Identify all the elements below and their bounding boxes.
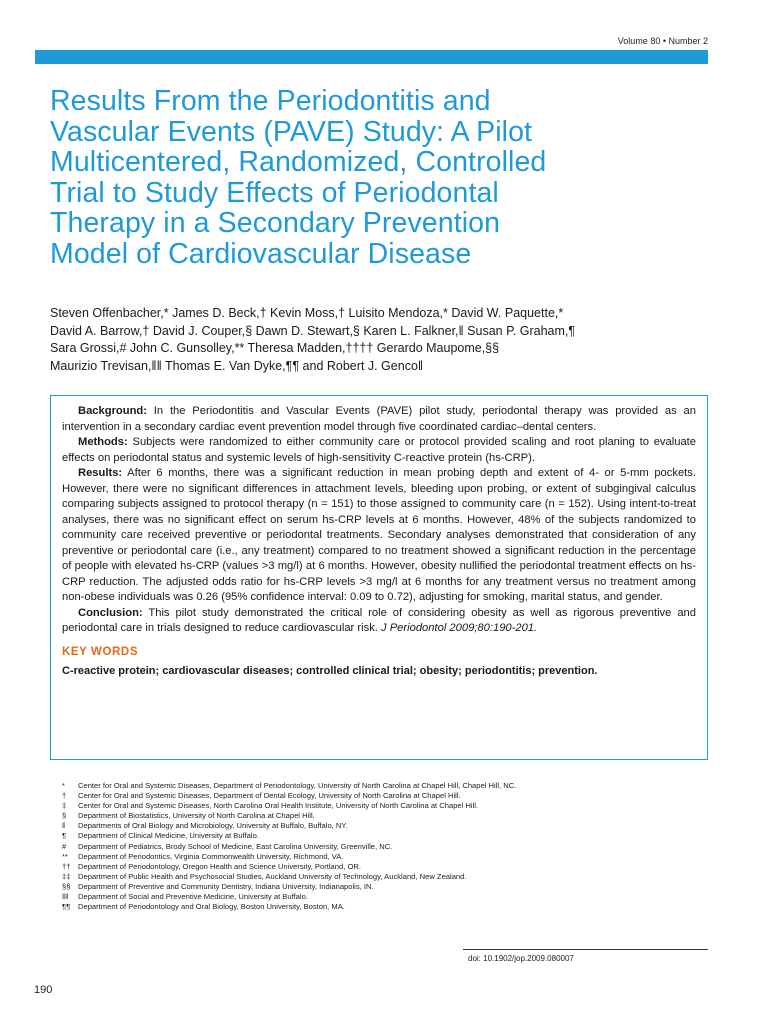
header-bar — [35, 50, 708, 64]
keywords-text: C-reactive protein; cardiovascular diseases; controlled clinical trial; obesity; periodontitis; prevention. — [62, 664, 598, 677]
author-line: Steven Offenbacher,* James D. Beck,† Kevin Moss,† Luisito Mendoza,* David W. Paquette,* — [50, 306, 564, 320]
title-line: Results From the Periodontitis and — [50, 85, 491, 117]
title-line: Multicentered, Randomized, Controlled — [50, 146, 547, 178]
abstract-methods — [62, 435, 696, 466]
results-text: After 6 months, there was a significant reduction in mean probing depth and extent of 4- or 5-mm pockets. However, there were no significant differences in attachment levels, bleeding upon probing, or extent of subgingival calculus comparing subjects assigned to protocol therapy (n = 151) to those assigned to community care (n = 152). Using intent-to-treat analyses, there was no significant effect on serum hs-CRP levels at 6 months. However, 48% of the subjects randomized to community care received preventive or periodontal treatments. Secondary analyses demonstrated that consideration of any preventive or periodontal care (i.e., any treatment) compared to no treatment showed a significant reduction in the percentage of people with elevated hs-CRP (values >3 mg/l) at 6 months. However, obesity nullified the periodontal treatment effects on hs-CRP reduction. The adjusted odds ratio for hs-CRP levels >3 mg/l at 6 months for any treatment versus no treatment among non-obese individuals was 0.26 (95% confidence interval: 0.09 to 0.72), adjusting for smoking, marital status, and gender. — [62, 467, 696, 603]
affiliation-item — [62, 801, 722, 811]
affiliation-text: Center for Oral and Systemic Diseases, Department of Dental Ecology, University of North Carolina at Chapel Hill. — [78, 791, 461, 801]
affiliation-text: Department of Periodontology, Oregon Health and Science University, Portland, OR. — [78, 861, 361, 871]
affiliations-list — [62, 781, 722, 912]
affiliation-symbol: § — [62, 811, 67, 821]
affiliation-item — [62, 821, 722, 831]
affiliation-item — [62, 781, 722, 791]
abstract-box — [50, 395, 708, 760]
author-list — [50, 305, 730, 375]
affiliation-text: Department of Pediatrics, Brody School of Medicine, East Carolina University, Greenville, NC. — [78, 841, 393, 851]
footer-rule — [463, 949, 708, 950]
affiliation-text: Department of Social and Preventive Medicine, University at Buffalo. — [78, 892, 308, 902]
affiliation-symbol: ** — [62, 851, 68, 861]
affiliation-text: Department of Biostatistics, University of North Carolina at Chapel Hill. — [78, 811, 315, 821]
affiliation-text: Center for Oral and Systemic Diseases, North Carolina Oral Health Institute, University of North Carolina at Chapel Hill. — [78, 801, 479, 811]
affiliation-symbol: ¶ — [62, 831, 67, 841]
results-heading: Results: — [78, 467, 123, 479]
affiliation-item — [62, 811, 722, 821]
title-line: Model of Cardiovascular Disease — [50, 237, 472, 270]
background-text: In the Periodontitis and Vascular Events (PAVE) pilot study, periodontal therapy was provided as an intervention in a secondary cardiac event prevention model through five coordinated cardiac–dental centers. — [62, 405, 696, 433]
affiliation-text: Department of Clinical Medicine, University at Buffalo. — [78, 831, 259, 841]
author-line: Maurizio Trevisan,‖‖ Thomas E. Van Dyke,¶¶ and Robert J. Genco‖ — [50, 358, 424, 373]
affiliation-symbol: * — [62, 781, 65, 790]
issue-label: Volume 80 • Number 2 — [617, 36, 708, 46]
affiliation-item — [62, 791, 722, 801]
affiliation-symbol: ¶¶ — [62, 902, 71, 912]
affiliation-item — [62, 831, 722, 841]
affiliation-text: Departments of Oral Biology and Microbiology, University at Buffalo, Buffalo, NY. — [78, 821, 348, 831]
affiliation-text: Center for Oral and Systemic Diseases, Department of Periodontology, University of North Carolina at Chapel Hill, Chapel Hill, NC. — [78, 781, 517, 790]
affiliation-symbol: ‖ — [62, 821, 66, 831]
affiliation-text: Department of Periodontology and Oral Biology, Boston University, Boston, MA. — [78, 902, 345, 912]
affiliation-item — [62, 842, 722, 852]
affiliation-symbol: †† — [62, 861, 71, 871]
methods-text: Subjects were randomized to either community care or protocol provided scaling and root planing to evaluate effects on periodontal status and systemic levels of high-sensitivity C-reactive protein (hs-CRP). — [62, 436, 696, 464]
abstract-conclusion — [62, 606, 696, 637]
affiliation-symbol: §§ — [62, 881, 71, 891]
conclusion-text: This pilot study demonstrated the critical role of considering obesity as well as rigorous preventive and periodontal care in trials designed to reduce cardiovascular risk. — [62, 606, 696, 634]
affiliation-item — [62, 872, 722, 882]
affiliation-symbol: # — [62, 841, 67, 851]
affiliation-item — [62, 902, 722, 912]
doi-link[interactable]: doi: 10.1902/jop.2009.080007 — [468, 954, 574, 963]
affiliation-text: Department of Public Health and Psychosocial Studies, Auckland University of Technology, Auckland, New Zealand. — [78, 871, 467, 881]
affiliation-symbol: ‡ — [62, 801, 67, 811]
title-line: Trial to Study Effects of Periodontal — [50, 176, 499, 209]
author-line: David A. Barrow,† David J. Couper,§ Dawn D. Stewart,§ Karen L. Falkner,‖ Susan P. Graham,¶ — [50, 323, 576, 338]
journal-citation: J Periodontol 2009;80:190-201. — [381, 622, 538, 634]
affiliation-item — [62, 892, 722, 902]
methods-heading: Methods: — [78, 436, 128, 448]
article-title — [50, 86, 730, 269]
affiliation-item — [62, 852, 722, 862]
affiliation-item — [62, 862, 722, 872]
affiliation-text: Department of Preventive and Community Dentistry, Indiana University, Indianapolis, IN. — [78, 881, 374, 891]
affiliation-item — [62, 882, 722, 892]
affiliation-symbol: ‡‡ — [62, 871, 71, 881]
affiliation-symbol: ‖‖ — [62, 892, 69, 902]
keywords-heading: KEY WORDS — [62, 645, 139, 658]
background-heading: Background: — [78, 405, 147, 417]
affiliation-symbol: † — [62, 791, 67, 801]
author-line: Sara Grossi,# John C. Gunsolley,** Theresa Madden,†††† Gerardo Maupome,§§ — [50, 341, 500, 355]
title-line: Vascular Events (PAVE) Study: A Pilot — [50, 115, 533, 148]
conclusion-heading: Conclusion: — [78, 606, 143, 619]
affiliation-text: Department of Periodontics, Virginia Commonwealth University, Richmond, VA. — [78, 851, 344, 861]
abstract-background — [62, 404, 696, 435]
page-number: 190 — [34, 984, 53, 996]
title-line: Therapy in a Secondary Prevention — [50, 207, 501, 239]
abstract-results — [62, 466, 696, 606]
